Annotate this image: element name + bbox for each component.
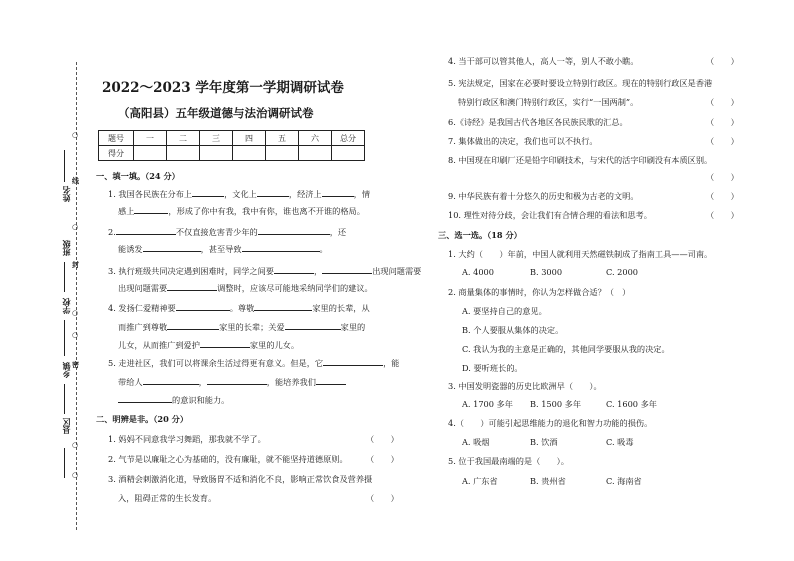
score-cell[interactable]	[233, 146, 266, 161]
judge-mark-3[interactable]: （ ）	[366, 493, 399, 503]
judge-item-3-cont: 入，阻碍正常的生长发育。	[118, 493, 217, 503]
judge-item-1: 1. 妈妈不同意我学习舞蹈，那我就不学了。	[108, 434, 266, 444]
s1-q1-line2	[118, 205, 365, 217]
section3-heading: 三、选一选。（18 分）	[438, 230, 522, 240]
score-table	[98, 130, 365, 161]
section2-heading: 二、明辨是非。（20 分）	[96, 414, 189, 424]
seal-word: 线	[72, 176, 79, 185]
choice-q1-option-a[interactable]: A. 4000	[462, 267, 494, 277]
blank[interactable]	[116, 226, 176, 235]
s1-q1-line1	[108, 188, 370, 200]
judge-mark-9[interactable]: （ ）	[706, 191, 739, 201]
blank[interactable]	[285, 321, 341, 330]
judge-mark-10[interactable]: （ ）	[706, 210, 739, 220]
text: ，甚至导致	[200, 244, 242, 254]
blank[interactable]	[143, 243, 201, 252]
text: ，文化上	[224, 189, 257, 199]
score-header-cell: 三	[200, 131, 233, 146]
class-blank	[64, 262, 65, 292]
choice-q4-stem: 4.（ ）可能引起思维能力的退化和智力功能的损伤。	[448, 418, 653, 428]
judge-item-6: 6.《诗经》是我国古代各地区各民族民歌的汇总。	[448, 117, 628, 127]
choice-q5-option-a[interactable]: A. 广东省	[462, 476, 498, 486]
school-blank	[64, 320, 65, 356]
seal-circle: ○	[72, 130, 79, 139]
text: 2.	[108, 227, 116, 237]
s1-q5-line3	[118, 394, 229, 406]
s1-q3-line1	[108, 265, 421, 277]
text: 出现问题需要	[118, 283, 168, 293]
class-label: 班级	[61, 240, 71, 256]
text: ，形成了你中有我，我中有你，谁也离不开谁的格局。	[168, 206, 365, 216]
choice-q3-option-c[interactable]: C. 1600 多年	[606, 399, 657, 409]
text: 出现问题需要	[372, 266, 422, 276]
choice-q1-option-b[interactable]: B. 3000	[530, 267, 563, 277]
judge-mark-2[interactable]: （ ）	[366, 454, 399, 464]
seal-word: 密	[72, 360, 79, 369]
choice-q1-option-c[interactable]: C. 2000	[606, 267, 639, 277]
score-cell[interactable]	[134, 146, 167, 161]
text: 家里的长辈；关爱	[219, 322, 285, 332]
judge-item-2: 2. 气节是以廉耻之心为基础的，没有廉耻，就不能坚持道德原则。	[108, 454, 348, 464]
seal-circle: ○	[72, 308, 79, 317]
score-header-cell: 二	[167, 131, 200, 146]
blank[interactable]	[322, 265, 372, 274]
score-cell[interactable]	[167, 146, 200, 161]
s1-q5-line2	[118, 376, 346, 388]
blank[interactable]	[274, 265, 314, 274]
s1-q4-line1	[108, 302, 370, 314]
section1-heading: 一、填一填。（24 分）	[96, 171, 180, 181]
judge-item-7: 7. 集体做出的决定，我们也可以不执行。	[448, 136, 598, 146]
choice-q2-stem: 2. 商量集体的事情时，你认为怎样做合适？（ ）	[448, 287, 631, 297]
blank[interactable]	[134, 205, 168, 214]
choice-q2-option-c[interactable]: C. 我认为我的主意是正确的，其他同学要服从我的决定。	[462, 344, 670, 354]
score-row	[99, 146, 365, 161]
score-header-cell: 总分	[332, 131, 365, 146]
s1-q3-line2	[118, 282, 373, 294]
judge-item-4: 4. 当干部可以管其他人，高人一等，别人不敢小瞧。	[448, 56, 639, 66]
choice-q5-option-c[interactable]: C. 海南省	[606, 476, 642, 486]
exam-title: 2022～2023 学年度第一学期调研试卷	[102, 80, 344, 96]
choice-q1-stem: 1. 大约（ ）年前，中国人就利用天然磁铁制成了指南工具——司南。	[448, 249, 713, 259]
text: ，	[198, 377, 207, 387]
text: ，经济上	[288, 189, 322, 199]
s1-q4-line2	[118, 321, 365, 333]
score-cell[interactable]	[200, 146, 233, 161]
choice-q2-option-a[interactable]: A. 要坚持自己的意见。	[462, 306, 547, 316]
choice-q3-option-b[interactable]: B. 1500 多年	[530, 399, 582, 409]
blank[interactable]	[323, 357, 383, 366]
judge-item-5-cont: 特别行政区和澳门特别行政区，实行“一国两制”。	[458, 97, 639, 107]
score-header-row	[99, 131, 365, 146]
judge-item-3: 3. 酒精会刺激消化道，导致肠胃不适和消化不良，影响正常饮食及营养摄	[108, 474, 373, 484]
score-cell[interactable]	[266, 146, 299, 161]
text: 儿女，从而推广到爱护	[118, 340, 200, 350]
text: 1. 我国各民族在分布上	[108, 189, 193, 199]
county-blank	[64, 448, 65, 478]
judge-mark-1[interactable]: （ ）	[366, 434, 399, 444]
judge-mark-4[interactable]: （ ）	[706, 56, 739, 66]
blank[interactable]	[258, 226, 330, 235]
name-label: 姓名	[61, 186, 71, 202]
blank[interactable]	[316, 376, 346, 385]
choice-q5-stem: 5. 位于我国最南端的是（ ）。	[448, 456, 569, 466]
blank[interactable]	[257, 188, 289, 197]
seal-circle: ○	[72, 222, 79, 231]
text: 。尊敬	[229, 303, 255, 313]
choice-q4-option-b[interactable]: B. 饮酒	[530, 437, 558, 447]
blank[interactable]	[242, 243, 320, 252]
text: 调整时，应该尽可能地采纳同学们的建议。	[217, 283, 373, 293]
blank[interactable]	[207, 376, 267, 385]
text: 3. 执行班级共同决定遇到困难时，同学之间要	[108, 266, 274, 276]
text: 感上	[118, 206, 135, 216]
s1-q5-line1	[108, 357, 400, 369]
choice-q5-option-b[interactable]: B. 贵州省	[530, 476, 566, 486]
text: 不仅直接危害青少年的	[175, 227, 258, 237]
choice-q4-option-a[interactable]: A. 吸烟	[462, 437, 490, 447]
blank[interactable]	[200, 339, 250, 348]
judge-mark-6[interactable]: （ ）	[706, 117, 739, 127]
seal-word: 封	[72, 260, 79, 269]
score-cell[interactable]	[299, 146, 332, 161]
text: ，能培养我们	[266, 377, 316, 387]
judge-item-5: 5. 宪法规定，国家在必要时要设立特别行政区。现在的特别行政区是香港	[448, 78, 713, 88]
s1-q2-line1	[108, 226, 346, 238]
blank[interactable]	[322, 188, 354, 197]
seal-circle: ○	[72, 330, 79, 339]
text: 家里的	[340, 322, 366, 332]
text: ，还	[329, 227, 347, 237]
text: 。	[319, 244, 328, 254]
judge-mark-7[interactable]: （ ）	[706, 136, 739, 146]
blank[interactable]	[254, 302, 312, 311]
text: 而推广到尊敬	[118, 322, 168, 332]
score-header-cell: 一	[134, 131, 167, 146]
seal-circle: ○	[72, 470, 79, 479]
text: 能诱发	[118, 244, 143, 254]
text: ，情	[353, 189, 371, 199]
judge-mark-8[interactable]: （ ）	[706, 172, 739, 182]
blank[interactable]	[192, 188, 224, 197]
text: ，能	[383, 358, 400, 368]
judge-item-8: 8. 中国现在印刷厂还是铅字印刷技术，与宋代的活字印刷没有本质区别。	[448, 155, 713, 165]
text: 家里的长辈，从	[312, 303, 370, 313]
county-label: 县区	[61, 418, 71, 434]
judge-item-10: 10. 理性对待分歧，会让我们有合情合理的看法和思考。	[448, 210, 652, 220]
s1-q2-line2	[118, 243, 328, 255]
choice-q3-stem: 3. 中国发明瓷器的历史比欧洲早（ ）。	[448, 381, 602, 391]
blank[interactable]	[167, 282, 217, 291]
blank[interactable]	[167, 321, 219, 330]
choice-q4-option-c[interactable]: C. 吸毒	[606, 437, 634, 447]
town-label: 乡镇	[61, 362, 71, 378]
choice-q2-option-b[interactable]: B. 个人要服从集体的决定。	[462, 325, 564, 335]
choice-q3-option-a[interactable]: A. 1700 多年	[462, 399, 513, 409]
score-header-cell: 六	[299, 131, 332, 146]
judge-mark-5[interactable]: （ ）	[706, 97, 739, 107]
name-blank	[64, 150, 65, 182]
blank[interactable]	[118, 394, 172, 403]
judge-item-9: 9. 中华民族有着十分悠久的历史和极为古老的文明。	[448, 191, 639, 201]
score-cell[interactable]	[332, 146, 365, 161]
school-label: 学校	[61, 298, 71, 314]
seal-circle: ○	[72, 440, 79, 449]
score-row-label: 得分	[99, 146, 134, 161]
s1-q4-line3	[118, 339, 299, 351]
town-blank	[64, 384, 65, 414]
text: 4. 发扬仁爱精神要	[108, 303, 176, 313]
text: 家里的儿女。	[249, 340, 300, 350]
choice-q2-option-d[interactable]: D. 要听班长的。	[462, 363, 523, 373]
text: 带给人	[118, 377, 143, 387]
text: ，	[313, 266, 323, 276]
blank[interactable]	[143, 376, 199, 385]
blank[interactable]	[176, 302, 230, 311]
score-header-cell: 五	[266, 131, 299, 146]
text: 5. 走进社区，我们可以将课余生活过得更有意义。但是，它	[108, 358, 324, 368]
score-header-cell: 四	[233, 131, 266, 146]
score-header-cell: 题号	[99, 131, 134, 146]
exam-subtitle: （高阳县）五年级道德与法治调研试卷	[118, 106, 314, 120]
text: 的意识和能力。	[172, 395, 230, 405]
